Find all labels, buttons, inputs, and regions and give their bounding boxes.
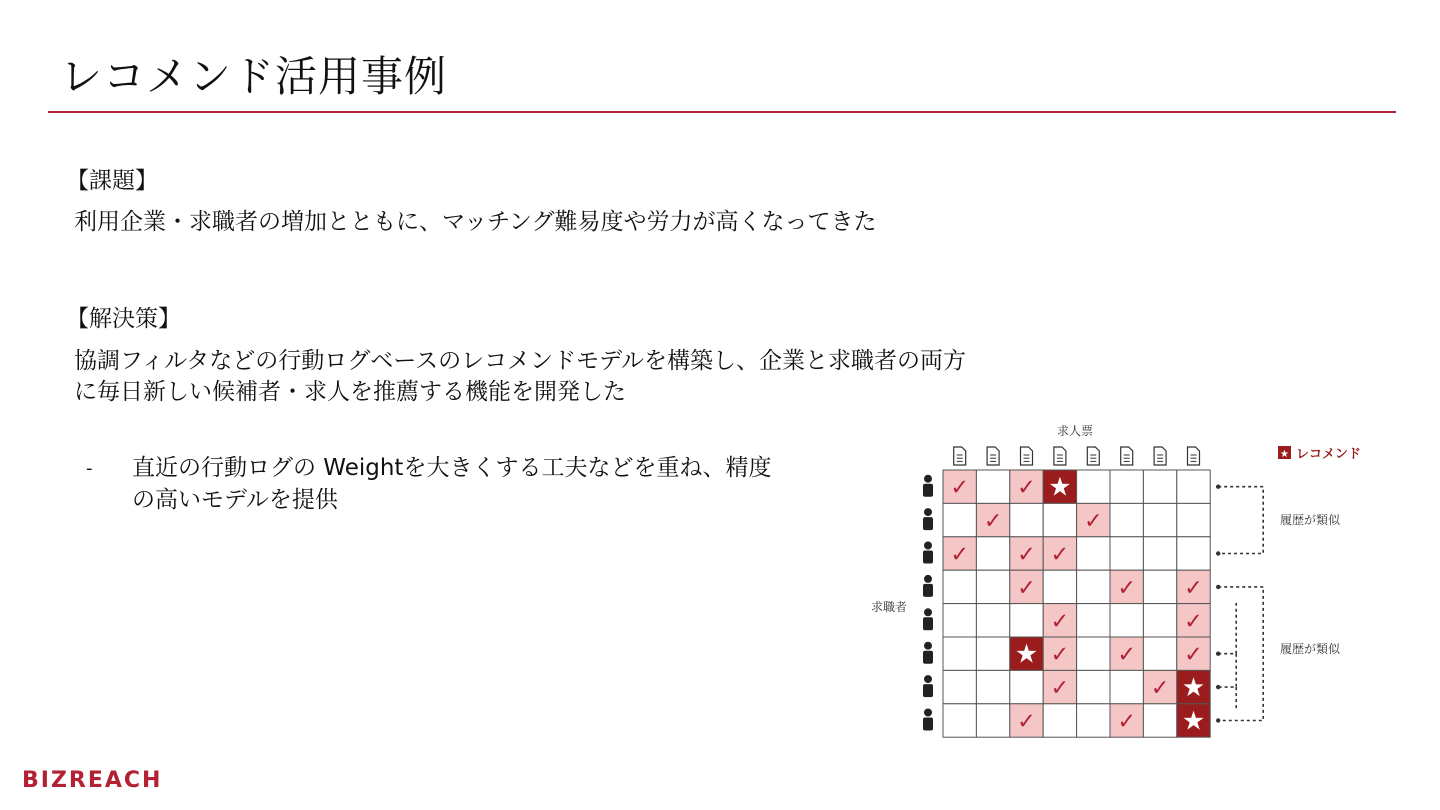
document-icon-outline [1154, 447, 1166, 465]
solution-heading: 【解決策】 [66, 306, 181, 332]
matrix-cell [1143, 604, 1176, 637]
person-icon-body [923, 651, 933, 664]
matrix-cell [1077, 570, 1110, 603]
matrix-cell [943, 670, 976, 703]
person-icon-head [924, 642, 932, 650]
matrix-cell [943, 503, 976, 536]
star-mark: ★ [1181, 673, 1206, 704]
person-icon [923, 642, 933, 664]
document-icon [1188, 447, 1200, 465]
person-icon-head [924, 475, 932, 483]
star-mark: ★ [1181, 706, 1206, 737]
matrix-cell [1010, 604, 1043, 637]
check-mark: ✓ [1050, 609, 1070, 635]
similarity-bracket-1 [1218, 487, 1263, 554]
check-mark: ✓ [1184, 575, 1203, 601]
matrix-cell [976, 537, 1009, 570]
check-mark: ✓ [983, 509, 1003, 535]
person-icon [923, 542, 933, 564]
matrix-cell [1077, 670, 1110, 703]
connector-dot [1216, 718, 1220, 722]
legend-star-glyph: ★ [1280, 449, 1289, 460]
matrix-cell [1077, 704, 1110, 737]
title-divider [48, 111, 1396, 113]
recommendation-matrix-diagram [860, 415, 1400, 750]
check-mark: ✓ [1050, 676, 1070, 702]
matrix-cell [976, 704, 1009, 737]
connector-dot [1216, 685, 1220, 689]
document-icon-outline [1188, 447, 1200, 465]
bullet-item [132, 452, 771, 516]
person-icon-head [924, 675, 932, 683]
person-icon-head [924, 575, 932, 583]
check-mark: ✓ [1084, 509, 1103, 535]
check-mark: ✓ [1017, 575, 1036, 601]
person-icon-body [923, 517, 933, 530]
bizreach-logo: BIZREACH [22, 768, 163, 793]
matrix-cell [1010, 503, 1043, 536]
legend [1278, 446, 1361, 462]
person-icon [923, 709, 933, 731]
column-label: 求人票 [1056, 424, 1094, 438]
connector-dot [1216, 551, 1220, 555]
check-mark: ✓ [1184, 609, 1203, 635]
document-icon-outline [987, 447, 999, 465]
person-icon-body [923, 551, 933, 564]
matrix-cell [1143, 704, 1176, 737]
similarity-bracket-inner [1218, 654, 1236, 687]
solution-text-line-2: に毎日新しい候補者・求人を推薦する機能を開発した [74, 379, 626, 405]
matrix-cell [976, 470, 1009, 503]
issue-text: 利用企業・求職者の増加とともに、マッチング難易度や労力が高くなってきた [74, 209, 877, 235]
check-mark: ✓ [950, 475, 969, 501]
check-mark: ✓ [950, 542, 969, 568]
matrix-cell [1077, 470, 1110, 503]
matrix-cell [943, 704, 976, 737]
matrix-cell [1177, 470, 1210, 503]
check-mark: ✓ [1050, 542, 1070, 568]
check-mark: ✓ [1017, 709, 1036, 735]
matrix-cell [1177, 537, 1210, 570]
check-mark: ✓ [1050, 642, 1070, 668]
matrix-cell [1043, 570, 1076, 603]
matrix-cell [1177, 503, 1210, 536]
person-icon-body [923, 718, 933, 731]
group-label-1: 履歴が類似 [1280, 513, 1341, 527]
person-icon [923, 675, 933, 697]
connector-dot [1216, 652, 1220, 656]
matrix-cell [943, 604, 976, 637]
connector-dot [1216, 585, 1220, 589]
matrix-cell [1110, 604, 1143, 637]
document-icon [954, 447, 966, 465]
person-icon-head [924, 709, 932, 717]
matrix-cell [976, 670, 1009, 703]
matrix-cell [943, 637, 976, 670]
person-icon-body [923, 584, 933, 597]
matrix-cell [1043, 503, 1076, 536]
document-icon [1021, 447, 1033, 465]
matrix-cell [976, 604, 1009, 637]
star-mark: ★ [1014, 639, 1039, 670]
person-icon-head [924, 508, 932, 516]
check-mark: ✓ [1017, 475, 1036, 501]
matrix-cell [1077, 604, 1110, 637]
legend-label: レコメンド [1296, 447, 1362, 462]
person-icon [923, 508, 933, 530]
check-mark: ✓ [1117, 575, 1136, 601]
document-icon-outline [1087, 447, 1099, 465]
document-icon-outline [1054, 447, 1066, 465]
star-mark: ★ [1048, 472, 1072, 503]
matrix-cell [1077, 537, 1110, 570]
matrix-grid [943, 470, 1210, 737]
row-label: 求職者 [870, 600, 908, 614]
person-icon [923, 575, 933, 597]
matrix-cell [1110, 670, 1143, 703]
matrix-cell [1010, 670, 1043, 703]
person-icon-head [924, 542, 932, 550]
page-title: レコメンド活用事例 [60, 52, 448, 101]
solution-text-line-1: 協調フィルタなどの行動ログベースのレコメンドモデルを構築し、企業と求職者の両方 [74, 348, 966, 374]
check-mark: ✓ [1184, 642, 1203, 668]
matrix-cell [1143, 570, 1176, 603]
person-icon-body [923, 484, 933, 497]
similarity-brackets [1216, 485, 1263, 723]
document-icon [1054, 447, 1066, 465]
check-mark: ✓ [1017, 542, 1036, 568]
document-icon-outline [1021, 447, 1033, 465]
matrix-cell [976, 570, 1009, 603]
matrix-cell [1110, 503, 1143, 536]
check-mark: ✓ [1150, 676, 1170, 702]
matrix-cell [1143, 470, 1176, 503]
column-icons [954, 447, 1200, 465]
issue-heading: 【課題】 [66, 168, 158, 194]
person-icon-head [924, 608, 932, 616]
matrix-cell [943, 570, 976, 603]
person-icon [923, 608, 933, 630]
check-mark: ✓ [1117, 642, 1136, 668]
person-icon-body [923, 684, 933, 697]
matrix-cell [1043, 704, 1076, 737]
bullet-text-line-1: 直近の行動ログの Weightを大きくする工夫などを重ね、精度 [132, 455, 772, 481]
document-icon [1154, 447, 1166, 465]
group-label-2: 履歴が類似 [1280, 642, 1341, 656]
document-icon-outline [954, 447, 966, 465]
matrix-cell [1110, 470, 1143, 503]
bullet-text-line-2: の高いモデルを提供 [132, 487, 338, 513]
matrix-cell [1143, 537, 1176, 570]
person-icon [923, 475, 933, 497]
document-icon [1121, 447, 1133, 465]
matrix-cell [1143, 503, 1176, 536]
matrix-cell [976, 637, 1009, 670]
matrix-cell [1077, 637, 1110, 670]
matrix-cell [1110, 537, 1143, 570]
person-icon-body [923, 617, 933, 630]
document-icon [987, 447, 999, 465]
row-icons [923, 475, 933, 731]
check-mark: ✓ [1117, 709, 1136, 735]
document-icon [1087, 447, 1099, 465]
bullet-marker: - [86, 458, 93, 479]
document-icon-outline [1121, 447, 1133, 465]
connector-dot [1216, 485, 1220, 489]
matrix-cell [1143, 637, 1176, 670]
